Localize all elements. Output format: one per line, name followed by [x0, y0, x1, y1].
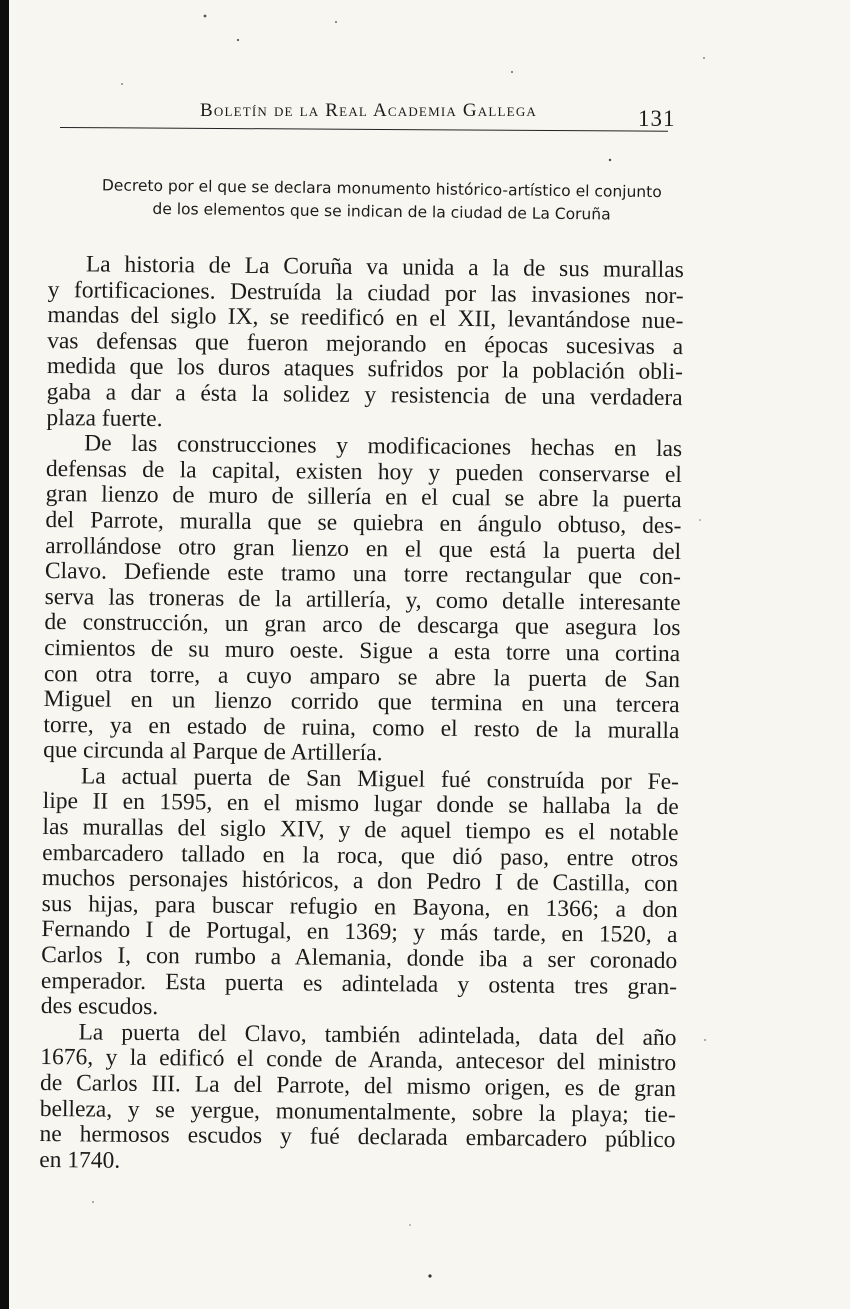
- speck: [92, 1201, 94, 1203]
- text-line: muchos personajes históricos, a don Pedro I de Castilla, con: [41, 865, 679, 898]
- text-line: lipe II en 1595, en el mismo lugar donde se hallaba la de: [42, 788, 679, 821]
- text-line: emperador. Esta puerta es adintelada y ostenta tres gran-: [40, 967, 678, 1000]
- header-rule: [60, 127, 668, 132]
- speck: [335, 21, 337, 23]
- speck: [699, 519, 701, 521]
- speck: [121, 83, 123, 85]
- text-line: las murallas del siglo XIV, y de aquel tiempo es el notable: [42, 814, 679, 847]
- text-line: ne hermosos escudos y fué declarada embarcadero público: [39, 1121, 676, 1154]
- text-line: Fernando I de Portugal, en 1369; y más tarde, en 1520, a: [41, 916, 678, 949]
- text-line: belleza, y se yergue, monumentalmente, sobre la playa; tie-: [39, 1095, 676, 1128]
- text-line: mandas del siglo IX, se reedificó en el XII, levantándose nue-: [47, 302, 684, 335]
- text-line: vas defensas que fueron mejorando en épocas sucesivas a: [47, 327, 684, 360]
- text-line: De las construcciones y modificaciones hechas en las: [84, 430, 683, 463]
- speck: [237, 39, 239, 41]
- text-line: Clavo. Defiende este tramo una torre rectangular que con-: [44, 558, 682, 591]
- text-line: defensas de la capital, existen hoy y pueden conservarse el: [45, 455, 683, 488]
- text-line: Carlos I, con rumbo a Alemania, donde iba a ser coronado: [41, 941, 678, 975]
- text-line: de Carlos III. La del Parrote, del mismo origen, es de gran: [39, 1069, 677, 1103]
- text-line: medida que los duros ataques sufridos por la población obli-: [46, 353, 683, 386]
- text-line: y fortificaciones. Destruída la ciudad por las invasiones nor-: [47, 276, 684, 309]
- decree-title: [75, 174, 688, 227]
- text-line: del Parrote, muralla que se quiebra en ángulo obtuso, des-: [45, 506, 682, 540]
- text-line: serva las troneras de la artillería, y, como detalle interesante: [44, 583, 681, 616]
- speck: [409, 1224, 411, 1226]
- text-line: arrollándose otro gran lienzo en el que está la puerta del: [45, 532, 682, 565]
- text-line: que circunda al Parque de Artillería.: [43, 737, 383, 767]
- decree-title-line: de los elementos que se indican de la ciudad de La Coruña: [152, 199, 611, 224]
- text-line: torre, ya en estado de ruina, como el resto de la muralla: [43, 711, 680, 744]
- text-line: 1676, y la edificó el conde de Aranda, antecesor del ministro: [40, 1044, 677, 1077]
- speck: [428, 1274, 431, 1277]
- text-line: Miguel en un lienzo corrido que termina en una tercera: [43, 686, 680, 719]
- text-line: des escudos.: [40, 993, 159, 1021]
- speck: [704, 1039, 706, 1041]
- text-line: La historia de La Coruña va unida a la de sus murallas: [85, 251, 684, 284]
- running-head: Boletín de la Real Academia Gallega: [200, 100, 537, 121]
- text-line: sus hijas, para buscar refugio en Bayona, en 1366; a don: [41, 890, 678, 923]
- text-line: embarcadero tallado en la roca, que dió paso, entre otros: [42, 839, 679, 872]
- text-line: gran lienzo de muro de sillería en el cual se abre la puerta: [45, 481, 682, 514]
- text-line: cimientos de su muro oeste. Sigue a esta torre una cortina: [44, 634, 681, 667]
- text-line: en 1740.: [39, 1146, 121, 1174]
- text-line: con otra torre, a cuyo amparo se abre la puerta de San: [43, 660, 681, 693]
- page-number: 131: [638, 106, 676, 131]
- text-line: La actual puerta de San Miguel fué construída por Fe-: [80, 763, 680, 795]
- text-line: plaza fuerte.: [46, 404, 163, 432]
- decree-title-line: Decreto por el que se declara monumento histórico-artístico el conjunto: [101, 176, 662, 202]
- text-line: de construcción, un gran arco de descarga que asegura los: [44, 609, 681, 642]
- speck: [703, 57, 705, 59]
- text-line: gaba a dar a ésta la solidez y resistencia de una verdadera: [46, 378, 683, 412]
- speck: [609, 159, 611, 161]
- speck: [511, 71, 513, 73]
- speck: [204, 15, 207, 18]
- text-line: La puerta del Clavo, también adintelada, data del año: [78, 1019, 677, 1051]
- body-text: [39, 252, 684, 1179]
